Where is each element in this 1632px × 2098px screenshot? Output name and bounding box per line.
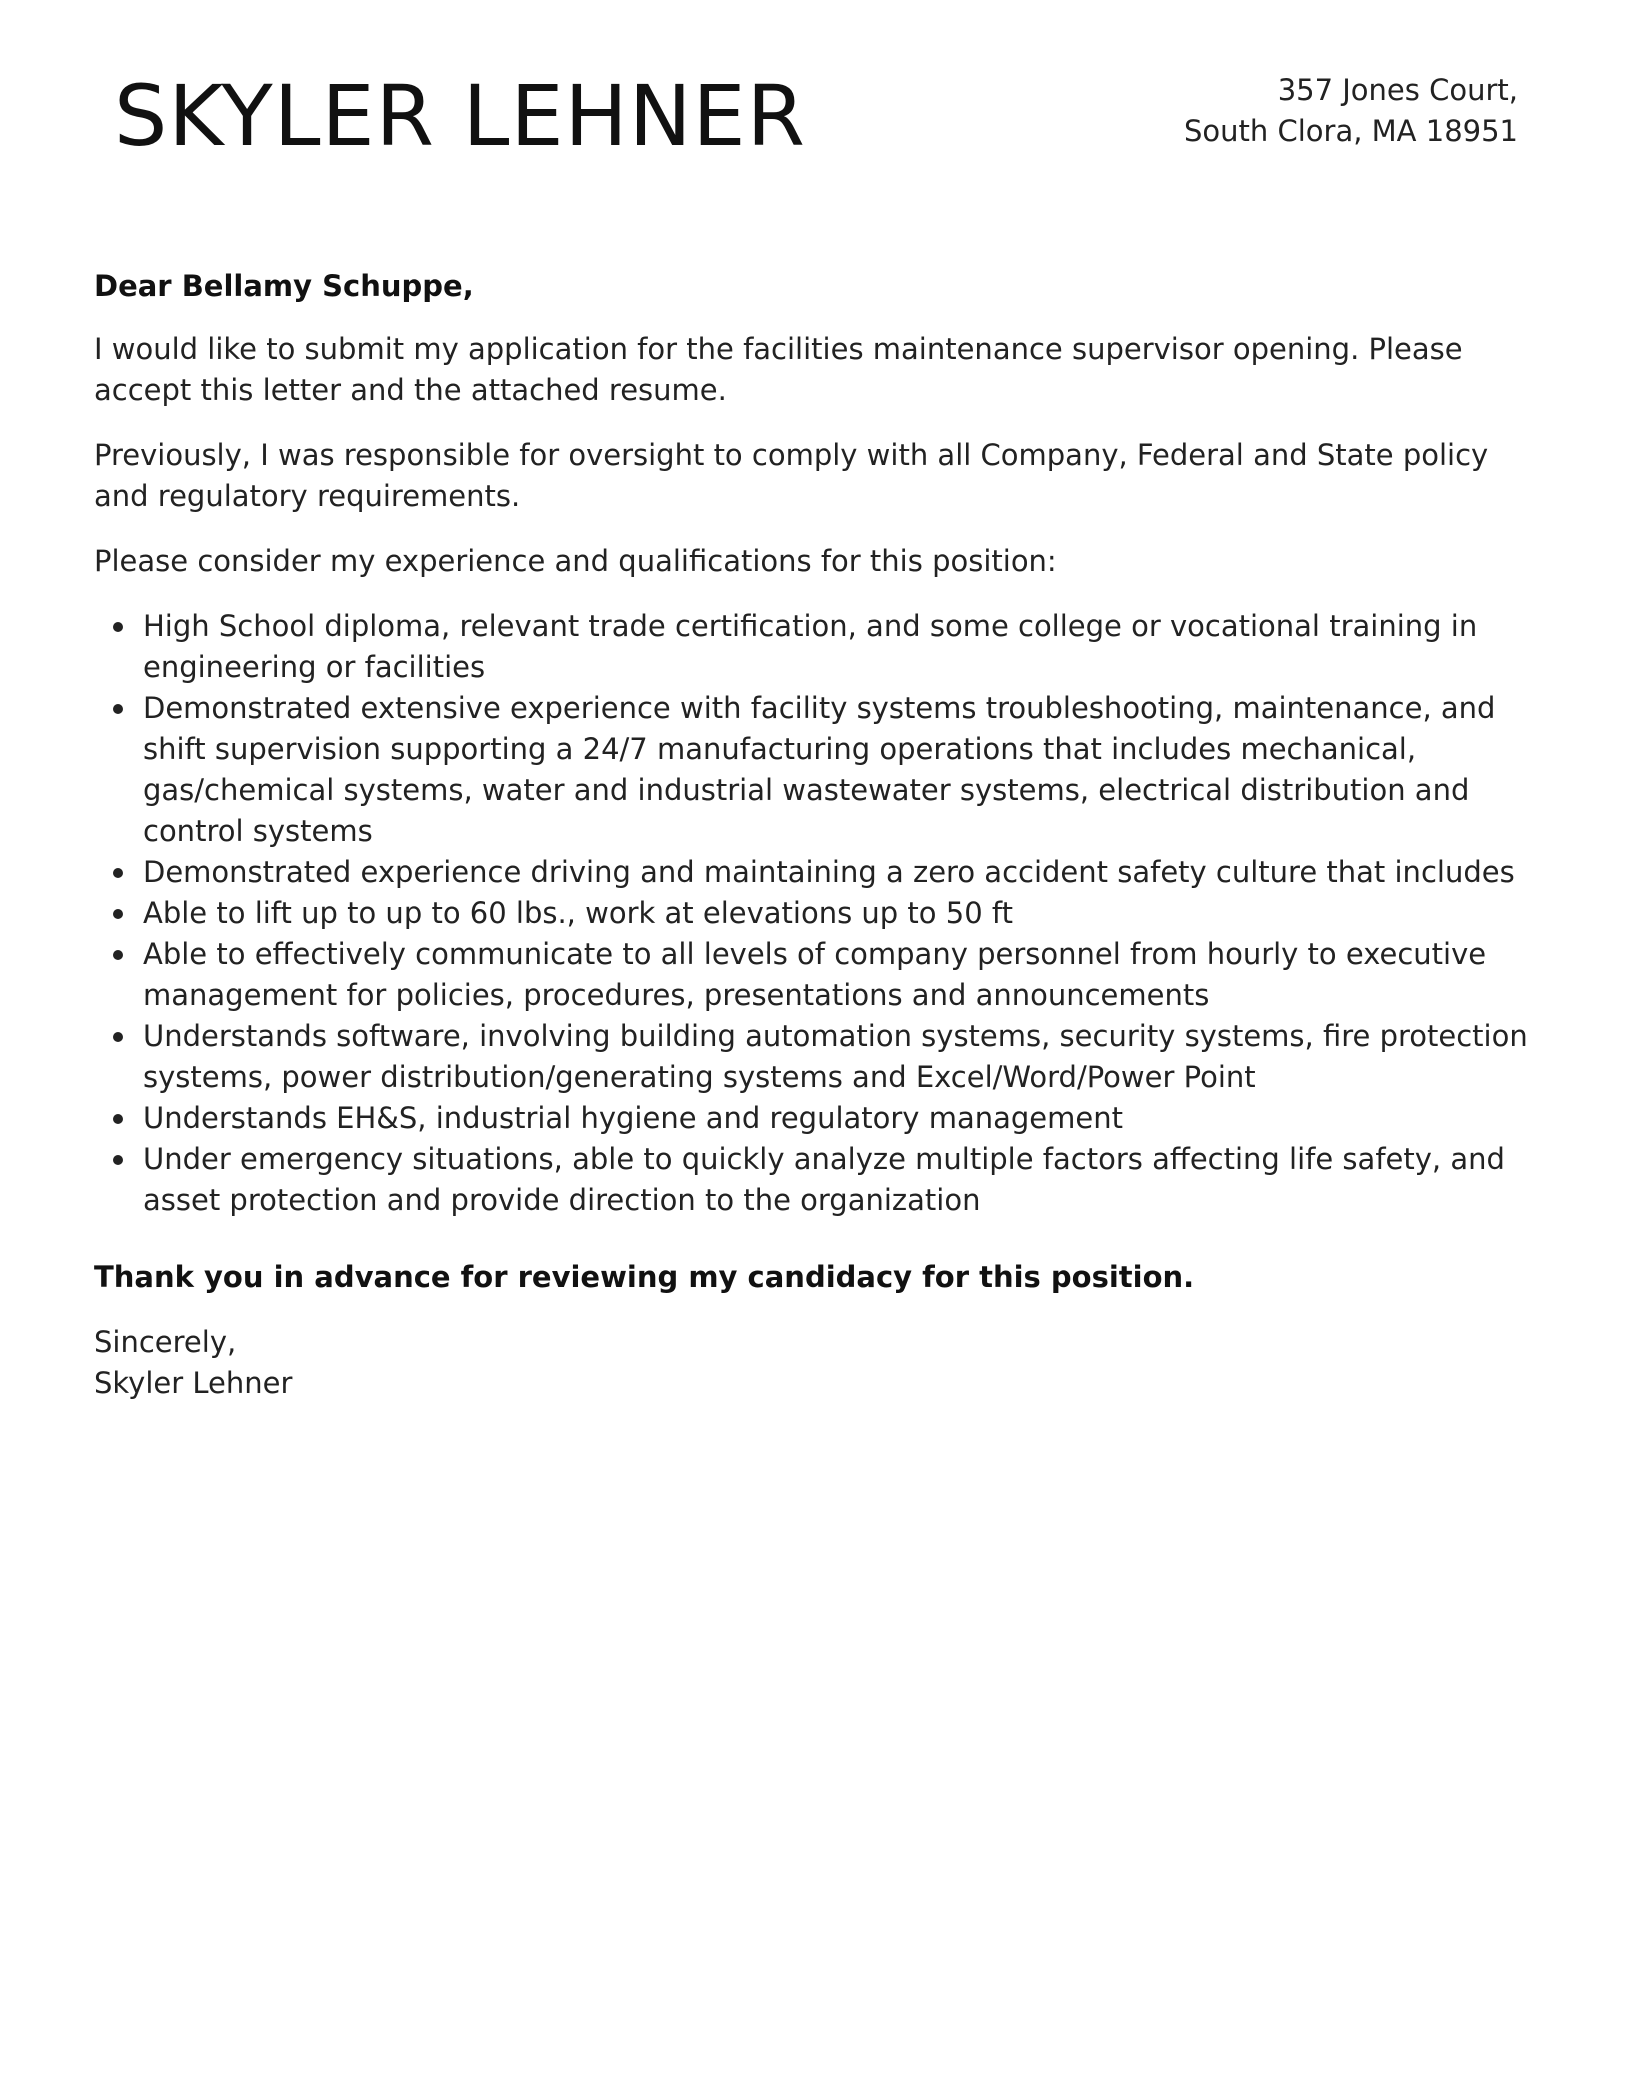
list-item-text: High School diploma, relevant trade certification, and some college or vocational training in engineering or facilities xyxy=(143,609,1478,684)
qualifications-list xyxy=(94,606,1534,1221)
intro-paragraph: I would like to submit my application for the facilities maintenance supervisor opening. Please accept this letter and the attached resume. xyxy=(94,332,1463,407)
experience-paragraph: Previously, I was responsible for oversight to comply with all Company, Federal and State policy and regulatory requirements. xyxy=(94,438,1489,513)
list-item-text: Demonstrated extensive experience with facility systems troubleshooting, maintenance, and shift supervision supporting a 24/7 manufacturing operations that includes mechanical, gas/chemical systems, water and industrial wastewater systems, electrical distribution and control systems xyxy=(143,691,1496,848)
bullet-icon xyxy=(113,1155,123,1165)
list-item xyxy=(94,688,1534,852)
letter-body xyxy=(94,266,1534,1404)
closing-statement: Thank you in advance for reviewing my candidacy for this position. xyxy=(94,1260,1195,1294)
list-item-text: Understands EH&S, industrial hygiene and regulatory management xyxy=(143,1101,1123,1135)
bullet-icon xyxy=(113,909,123,919)
list-item-text: Able to effectively communicate to all levels of company personnel from hourly to executive management for policies, procedures, presentations and announcements xyxy=(143,937,1487,1012)
list-item xyxy=(94,852,1534,893)
list-item xyxy=(94,1098,1534,1139)
bullet-icon xyxy=(113,622,123,632)
list-item-text: Understands software, involving building automation systems, security systems, fire protection systems, power distribution/generating systems and Excel/Word/Power Point xyxy=(143,1019,1528,1094)
list-item-text: Demonstrated experience driving and maintaining a zero accident safety culture that includes xyxy=(143,855,1515,889)
list-item-text: Able to lift up to up to 60 lbs., work at elevations up to 50 ft xyxy=(143,896,1013,930)
signoff-block xyxy=(94,1322,1534,1404)
bullet-icon xyxy=(113,704,123,714)
letter-header xyxy=(94,60,1518,190)
address-line-2: South Clora, MA 18951 xyxy=(1183,114,1518,148)
address-line-1: 357 Jones Court, xyxy=(1277,73,1518,107)
bullet-icon xyxy=(113,950,123,960)
list-item-text: Under emergency situations, able to quickly analyze multiple factors affecting life safety, and asset protection and provide direction to the organization xyxy=(143,1142,1505,1217)
applicant-address xyxy=(1184,70,1518,152)
salutation: Dear Bellamy Schuppe, xyxy=(94,269,474,303)
list-item xyxy=(94,934,1534,1016)
bullet-icon xyxy=(113,1114,123,1124)
list-item xyxy=(94,1016,1534,1098)
list-item xyxy=(94,1139,1534,1221)
list-item xyxy=(94,606,1534,688)
applicant-name: SKYLER LEHNER xyxy=(114,67,806,165)
bullet-icon xyxy=(113,868,123,878)
signoff-text: Sincerely, xyxy=(94,1325,237,1359)
signature-name: Skyler Lehner xyxy=(94,1366,293,1400)
list-item xyxy=(94,893,1534,934)
qualifications-intro: Please consider my experience and qualifications for this position: xyxy=(94,544,1057,578)
bullet-icon xyxy=(113,1032,123,1042)
